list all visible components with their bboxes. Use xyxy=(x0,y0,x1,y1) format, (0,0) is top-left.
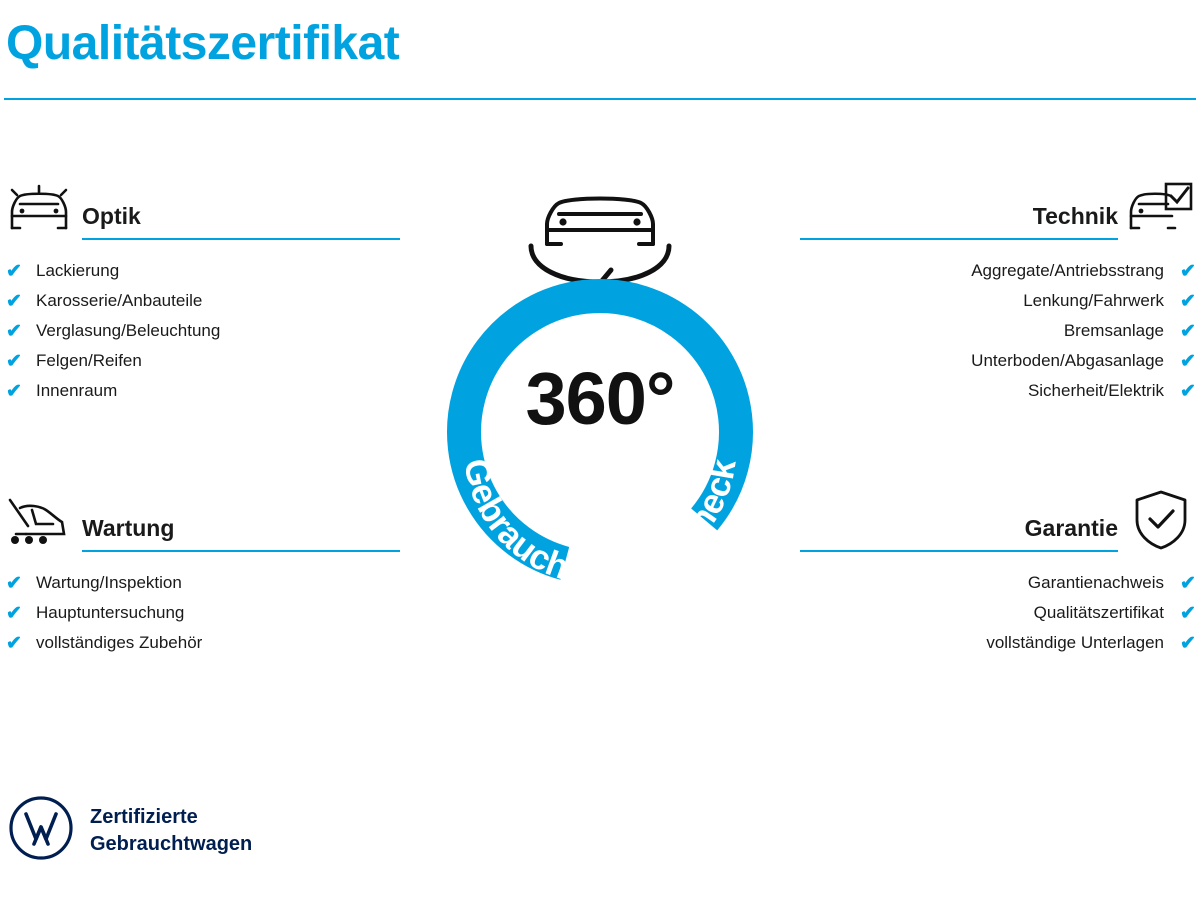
list-item-label: Karosserie/Anbauteile xyxy=(36,291,203,310)
list-item xyxy=(774,628,1194,658)
list-item-label: Lackierung xyxy=(36,261,120,280)
section-wartung-title: Wartung xyxy=(82,515,175,541)
section-optik xyxy=(6,180,426,406)
list-item xyxy=(774,568,1194,598)
list-item xyxy=(6,598,426,628)
shield-check-icon xyxy=(1128,492,1194,552)
check-icon: ✔ xyxy=(6,632,22,654)
check-icon: ✔ xyxy=(6,572,22,594)
list-item-label: Wartung/Inspektion xyxy=(36,573,182,592)
car-front-optic-icon xyxy=(6,180,72,240)
ring-label: Gebrauchtwagen-Check xyxy=(456,455,744,594)
list-item xyxy=(6,286,426,316)
section-technik-list xyxy=(774,256,1194,406)
list-item-label: Aggregate/Antriebsstrang xyxy=(971,261,1164,280)
section-optik-rule xyxy=(82,238,400,240)
section-garantie-list xyxy=(774,568,1194,658)
list-item xyxy=(774,286,1194,316)
list-item-label: Bremsanlage xyxy=(1063,321,1164,340)
list-item xyxy=(6,628,426,658)
check-icon: ✔ xyxy=(6,380,22,402)
list-item-label: Verglasung/Beleuchtung xyxy=(36,321,221,340)
check-icon: ✔ xyxy=(6,350,22,372)
section-garantie-header xyxy=(774,492,1194,552)
section-technik-title: Technik xyxy=(1032,203,1118,229)
list-item xyxy=(6,316,426,346)
list-item-label: vollständige Unterlagen xyxy=(986,633,1164,652)
check-icon: ✔ xyxy=(1180,320,1196,342)
gebrauchtwagen-check-badge xyxy=(395,160,805,610)
check-icon: ✔ xyxy=(1180,350,1196,372)
list-item-label: Garantienachweis xyxy=(1027,573,1164,592)
section-technik xyxy=(774,180,1194,406)
car-rotate-icon xyxy=(531,199,669,293)
section-technik-rule xyxy=(800,238,1118,240)
section-garantie-title: Garantie xyxy=(1024,515,1118,541)
section-technik-header xyxy=(774,180,1194,240)
check-icon: ✔ xyxy=(6,602,22,624)
badge-value: 360° xyxy=(525,357,675,440)
list-item xyxy=(774,598,1194,628)
check-icon: ✔ xyxy=(1180,572,1196,594)
footer-brand xyxy=(8,795,252,866)
list-item-label: vollständiges Zubehör xyxy=(36,633,203,652)
title-divider xyxy=(4,98,1196,100)
list-item xyxy=(774,256,1194,286)
list-item xyxy=(6,568,426,598)
section-wartung-header xyxy=(6,492,426,552)
check-icon: ✔ xyxy=(1180,260,1196,282)
list-item-label: Hauptuntersuchung xyxy=(36,603,185,622)
list-item-label: Lenkung/Fahrwerk xyxy=(1023,291,1164,310)
vw-logo-icon xyxy=(8,795,74,866)
section-optik-list xyxy=(6,256,426,406)
page-title: Qualitätszertifikat xyxy=(6,17,400,70)
section-wartung-rule xyxy=(82,550,400,552)
section-garantie xyxy=(774,492,1194,658)
list-item xyxy=(774,316,1194,346)
check-icon: ✔ xyxy=(1180,290,1196,312)
list-item-label: Felgen/Reifen xyxy=(36,351,142,370)
list-item-label: Qualitätszertifikat xyxy=(1033,603,1164,622)
check-icon: ✔ xyxy=(6,320,22,342)
footer-text xyxy=(90,804,252,857)
list-item xyxy=(774,376,1194,406)
list-item-label: Sicherheit/Elektrik xyxy=(1027,381,1164,400)
list-item-label: Unterboden/Abgasanlage xyxy=(971,351,1164,370)
check-icon: ✔ xyxy=(1180,602,1196,624)
section-wartung xyxy=(6,492,426,658)
footer-line-1: Zertifizierte xyxy=(90,806,198,829)
list-item-label: Innenraum xyxy=(36,381,118,400)
check-icon: ✔ xyxy=(6,260,22,282)
list-item xyxy=(6,256,426,286)
list-item xyxy=(6,376,426,406)
list-item xyxy=(774,346,1194,376)
section-garantie-rule xyxy=(800,550,1118,552)
section-wartung-list xyxy=(6,568,426,658)
check-icon: ✔ xyxy=(1180,380,1196,402)
car-lift-icon xyxy=(6,492,72,552)
footer-line-2: Gebrauchtwagen xyxy=(90,832,253,855)
list-item xyxy=(6,346,426,376)
car-checklist-icon xyxy=(1128,180,1194,240)
section-optik-title: Optik xyxy=(82,203,141,229)
section-optik-header xyxy=(6,180,426,240)
check-icon: ✔ xyxy=(6,290,22,312)
check-icon: ✔ xyxy=(1180,632,1196,654)
